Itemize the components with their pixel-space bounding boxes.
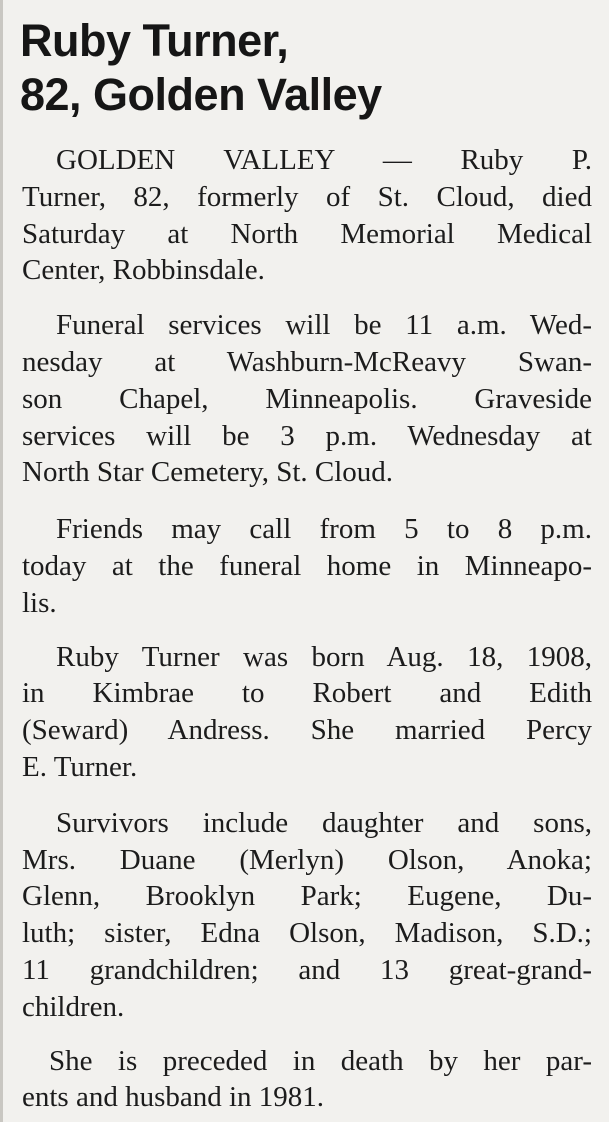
paragraph-preceded-in-death xyxy=(22,1043,592,1117)
text-line: North Star Cemetery, St. Cloud. xyxy=(22,456,394,489)
text-line: (Seward) Andress. She married Percy xyxy=(22,714,592,747)
paragraph-death-notice xyxy=(22,142,592,289)
text-line: Ruby Turner was born Aug. 18, 1908, xyxy=(56,640,592,673)
obituary-headline xyxy=(20,14,580,122)
paragraph-biography xyxy=(22,639,592,786)
text-line: today at the funeral home in Minneapo- xyxy=(22,549,592,582)
paragraph-visitation xyxy=(22,511,592,621)
text-line: 11 grandchildren; and 13 great-grand- xyxy=(22,953,592,986)
text-line: services will be 3 p.m. Wednesday at xyxy=(22,419,592,452)
text-line: ents and husband in 1981. xyxy=(22,1081,325,1114)
text-line: Glenn, Brooklyn Park; Eugene, Du- xyxy=(22,880,592,913)
text-line: lis. xyxy=(22,586,57,619)
text-line: Center, Robbinsdale. xyxy=(22,254,265,287)
headline-line-1: Ruby Turner, xyxy=(20,15,289,66)
text-line: Survivors include daughter and sons, xyxy=(56,806,592,839)
clipping-left-edge xyxy=(0,0,3,1122)
text-line: nesday at Washburn-McReavy Swan- xyxy=(22,345,592,378)
text-line: GOLDEN VALLEY — Ruby P. xyxy=(56,144,592,176)
text-line: Friends may call from 5 to 8 p.m. xyxy=(56,513,592,546)
headline-line-2: 82, Golden Valley xyxy=(20,69,382,120)
text-line: Funeral services will be 11 a.m. Wed- xyxy=(56,309,592,342)
text-line: E. Turner. xyxy=(22,750,138,783)
text-line: son Chapel, Minneapolis. Graveside xyxy=(22,382,592,415)
text-line: in Kimbrae to Robert and Edith xyxy=(22,677,592,710)
obituary-body xyxy=(22,142,592,1116)
text-line: She is preceded in death by her par- xyxy=(49,1044,592,1077)
paragraph-services xyxy=(22,307,592,491)
text-line: Saturday at North Memorial Medical xyxy=(22,217,592,250)
text-line: Mrs. Duane (Merlyn) Olson, Anoka; xyxy=(22,843,592,876)
text-line: children. xyxy=(22,990,125,1023)
text-line: luth; sister, Edna Olson, Madison, S.D.; xyxy=(22,917,592,950)
paragraph-survivors xyxy=(22,805,592,1026)
text-line: Turner, 82, formerly of St. Cloud, died xyxy=(22,180,592,213)
